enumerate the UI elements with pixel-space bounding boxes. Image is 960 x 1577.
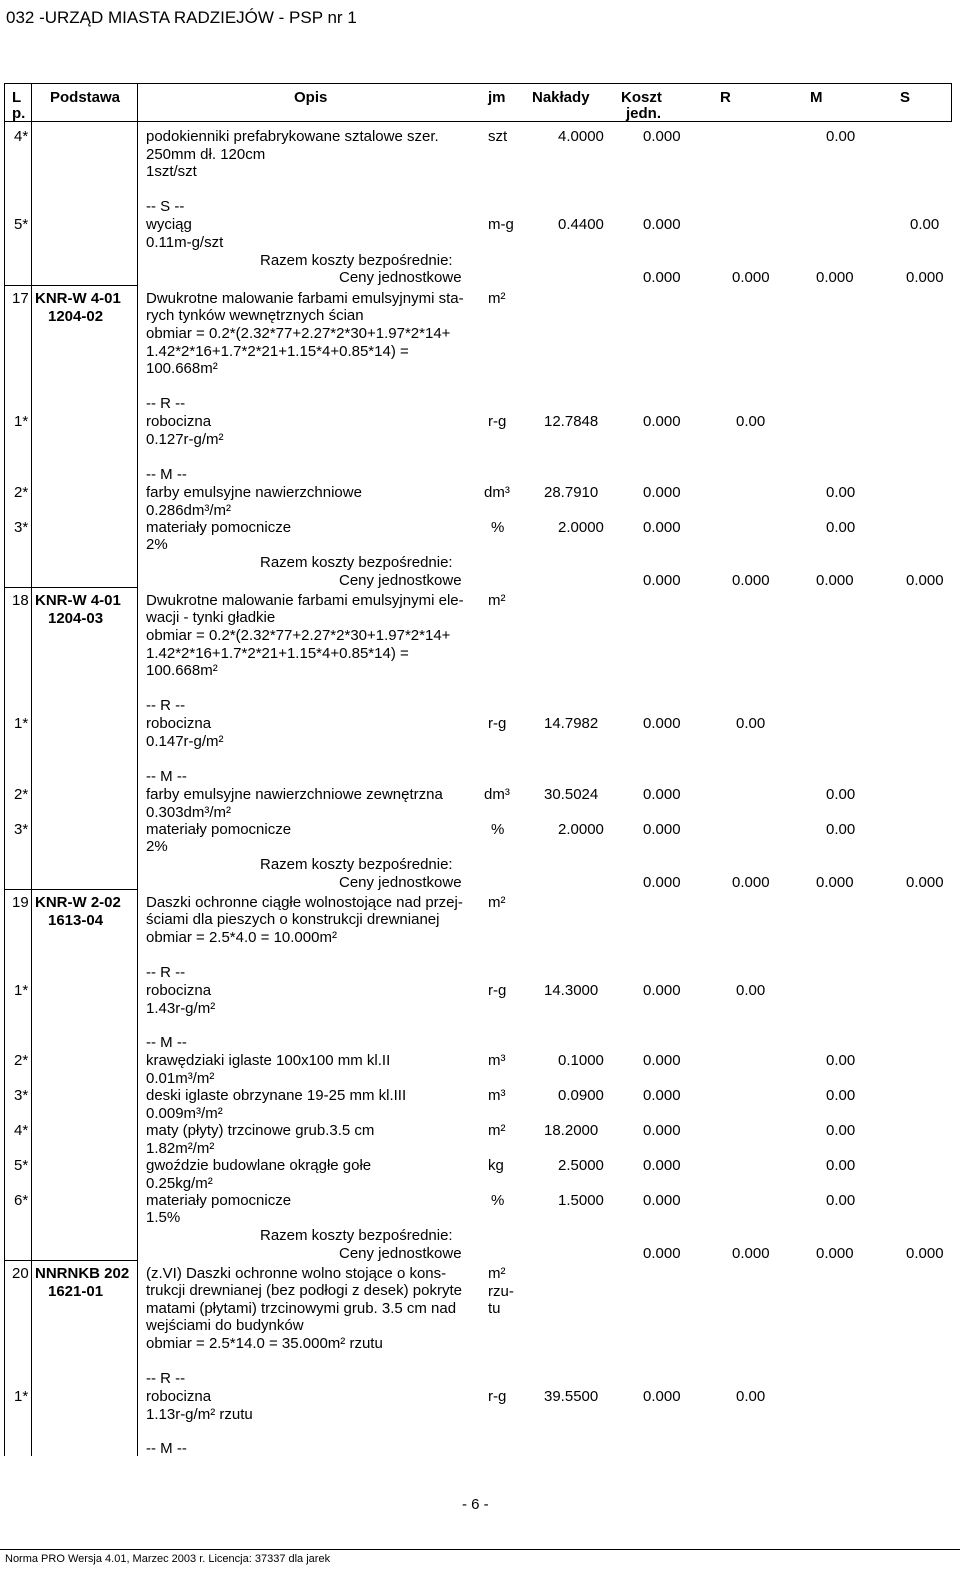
- header-naklady: Nakłady: [532, 89, 590, 106]
- cell-text: 0.000: [643, 982, 681, 999]
- cell-text: 0.000: [906, 874, 944, 891]
- cell-text: 2*: [14, 1052, 29, 1069]
- cell-text: szt: [488, 128, 508, 145]
- cell-text: 0.00: [826, 484, 856, 501]
- cell-text: materiały pomocnicze: [146, 1192, 292, 1209]
- cell-text: 0.000: [643, 1087, 681, 1104]
- footer-rule: [0, 1549, 960, 1550]
- cell-text: obmiar = 0.2*(2.32*77+2.27*2*30+1.97*2*14+: [146, 325, 451, 342]
- cell-text: Ceny jednostkowe: [339, 874, 462, 891]
- cell-text: 0.01m³/m²: [146, 1070, 215, 1087]
- cell-text: 0.000: [643, 1245, 681, 1262]
- cell-text: 0.00: [826, 1052, 856, 1069]
- cell-text: 0.303dm³/m²: [146, 804, 232, 821]
- section-rule-20: [4, 1260, 138, 1261]
- cell-text: m²: [488, 894, 506, 911]
- cell-text: 1.42*2*16+1.7*2*21+1.15*4+0.85*14) =: [146, 645, 409, 662]
- cell-text: 2.0000: [558, 519, 604, 536]
- cell-text: 0.000: [906, 1245, 944, 1262]
- cell-text: 0.009m³/m²: [146, 1105, 223, 1122]
- cell-text: %: [491, 1192, 505, 1209]
- cell-text: 1204-03: [48, 610, 104, 627]
- cell-text: 0.000: [643, 874, 681, 891]
- cell-text: materiały pomocnicze: [146, 821, 292, 838]
- cell-text: 0.00: [910, 216, 940, 233]
- cell-text: 0.000: [643, 1122, 681, 1139]
- cell-text: -- M --: [146, 768, 187, 785]
- cell-text: 0.000: [643, 269, 681, 286]
- cell-text: 1.43r-g/m²: [146, 1000, 216, 1017]
- cell-text: 0.00: [736, 413, 766, 430]
- cell-text: 0.000: [643, 1388, 681, 1405]
- cell-text: %: [491, 519, 505, 536]
- cell-text: 0.000: [906, 572, 944, 589]
- cell-text: 0.000: [816, 269, 854, 286]
- cell-text: 4*: [14, 128, 29, 145]
- cell-text: -- R --: [146, 964, 186, 981]
- cell-text: 0.000: [643, 413, 681, 430]
- cell-text: 19: [12, 894, 29, 911]
- cell-text: dm³: [484, 786, 510, 803]
- cell-text: 0.286dm³/m²: [146, 502, 232, 519]
- cell-text: 5*: [14, 1157, 29, 1174]
- cell-text: Razem koszty bezpośrednie:: [260, 554, 453, 571]
- cell-text: 18.2000: [544, 1122, 599, 1139]
- cell-text: 3*: [14, 519, 29, 536]
- cell-text: Dwukrotne malowanie farbami emulsyjnymi sta-: [146, 290, 464, 307]
- cell-text: m³: [488, 1052, 506, 1069]
- cell-text: Razem koszty bezpośrednie:: [260, 856, 453, 873]
- cell-text: 0.00: [826, 1192, 856, 1209]
- cell-text: 14.7982: [544, 715, 599, 732]
- cell-text: Ceny jednostkowe: [339, 1245, 462, 1262]
- header-m: M: [810, 89, 823, 106]
- cell-text: 0.00: [826, 1157, 856, 1174]
- cell-text: trukcji drewnianej (bez podłogi z desek) pokryte: [146, 1282, 462, 1299]
- cell-text: rych tynków wewnętrznych ścian: [146, 307, 364, 324]
- cell-text: Razem koszty bezpośrednie:: [260, 252, 453, 269]
- cell-text: 4*: [14, 1122, 29, 1139]
- cell-text: 2.0000: [558, 821, 604, 838]
- cell-text: 0.000: [643, 821, 681, 838]
- cell-text: 14.3000: [544, 982, 599, 999]
- cell-text: m²: [488, 592, 506, 609]
- cell-text: matami (płytami) trzcinowymi grub. 3.5 cm nad: [146, 1300, 457, 1317]
- cell-text: 0.000: [643, 216, 681, 233]
- cell-text: 0.000: [643, 1157, 681, 1174]
- cell-text: 0.000: [732, 1245, 770, 1262]
- cell-text: 0.000: [643, 572, 681, 589]
- header-jedn: jedn.: [626, 105, 662, 122]
- footer-license: Norma PRO Wersja 4.01, Marzec 2003 r. Licencja: 37337 dla jarek: [5, 1553, 331, 1565]
- cell-text: KNR-W 4-01: [35, 290, 121, 307]
- cell-text: 5*: [14, 216, 29, 233]
- cell-text: 0.000: [906, 269, 944, 286]
- cell-text: 3*: [14, 821, 29, 838]
- cell-text: -- M --: [146, 1034, 187, 1051]
- cell-text: 100.668m²: [146, 360, 218, 377]
- cell-text: 0.25kg/m²: [146, 1175, 213, 1192]
- section-rule-17: [4, 285, 138, 286]
- header-s: S: [900, 89, 911, 106]
- header-jm: jm: [488, 89, 506, 106]
- section-rule-18: [4, 587, 138, 588]
- cell-text: r-g: [488, 982, 507, 999]
- cell-text: KNR-W 2-02: [35, 894, 121, 911]
- cell-text: krawędziaki iglaste 100x100 mm kl.II: [146, 1052, 391, 1069]
- cell-text: 0.000: [816, 572, 854, 589]
- cell-text: rzu-: [488, 1283, 514, 1300]
- cell-text: 0.00: [736, 982, 766, 999]
- cell-text: 0.4400: [558, 216, 604, 233]
- cell-text: -- M --: [146, 1440, 187, 1457]
- cell-text: 2%: [146, 536, 168, 553]
- cell-text: Ceny jednostkowe: [339, 572, 462, 589]
- cell-text: 1*: [14, 715, 29, 732]
- cell-text: dm³: [484, 484, 510, 501]
- cell-text: 0.00: [736, 715, 766, 732]
- cell-text: 0.00: [826, 1087, 856, 1104]
- cell-text: wejściami do budynków: [146, 1317, 304, 1334]
- cell-text: 0.000: [643, 519, 681, 536]
- cell-text: 1.13r-g/m² rzutu: [146, 1406, 253, 1423]
- cell-text: 4.0000: [558, 128, 604, 145]
- cell-text: deski iglaste obrzynane 19-25 mm kl.III: [146, 1087, 407, 1104]
- cell-text: tu: [488, 1300, 501, 1317]
- cell-text: 0.000: [643, 1192, 681, 1209]
- cell-text: r-g: [488, 1388, 507, 1405]
- col-rule-lp: [31, 83, 32, 1456]
- cell-text: 1.42*2*16+1.7*2*21+1.15*4+0.85*14) =: [146, 343, 409, 360]
- cell-text: obmiar = 0.2*(2.32*77+2.27*2*30+1.97*2*14+: [146, 627, 451, 644]
- cell-text: 0.1000: [558, 1052, 604, 1069]
- page-number: - 6 -: [462, 1496, 489, 1513]
- cell-text: 0.000: [732, 269, 770, 286]
- cell-text: (z.VI) Daszki ochronne wolno stojące o kons-: [146, 1265, 447, 1282]
- cell-text: Razem koszty bezpośrednie:: [260, 1227, 453, 1244]
- cell-text: r-g: [488, 413, 507, 430]
- cell-text: 20: [12, 1265, 29, 1282]
- cell-text: 2*: [14, 786, 29, 803]
- cell-text: obmiar = 2.5*4.0 = 10.000m²: [146, 929, 337, 946]
- cell-text: 2.5000: [558, 1157, 604, 1174]
- cell-text: 0.000: [643, 484, 681, 501]
- cell-text: -- R --: [146, 697, 186, 714]
- cell-text: 1*: [14, 982, 29, 999]
- cell-text: farby emulsyjne nawierzchniowe zewnętrzna: [146, 786, 443, 803]
- cell-text: 30.5024: [544, 786, 599, 803]
- cell-text: 0.11m-g/szt: [146, 234, 224, 251]
- cell-text: r-g: [488, 715, 507, 732]
- cell-text: 0.127r-g/m²: [146, 431, 224, 448]
- document-title: 032 -URZĄD MIASTA RADZIEJÓW - PSP nr 1: [6, 8, 357, 27]
- cell-text: 0.00: [826, 519, 856, 536]
- header-opis: Opis: [294, 89, 328, 106]
- cell-text: Dwukrotne malowanie farbami emulsyjnymi ele-: [146, 592, 464, 609]
- cell-text: 1szt/szt: [146, 163, 197, 180]
- cell-text: maty (płyty) trzcinowe grub.3.5 cm: [146, 1122, 375, 1139]
- cell-text: 1.5000: [558, 1192, 604, 1209]
- cell-text: 1*: [14, 1388, 29, 1405]
- cell-text: m²: [488, 290, 506, 307]
- cell-text: 0.000: [643, 715, 681, 732]
- cell-text: robocizna: [146, 413, 212, 430]
- cell-text: 6*: [14, 1192, 29, 1209]
- header-lp-2: p.: [12, 105, 26, 122]
- cell-text: 17: [12, 290, 29, 307]
- header-bottom-rule: [4, 121, 952, 122]
- cell-text: farby emulsyjne nawierzchniowe: [146, 484, 362, 501]
- cell-text: 0.00: [826, 128, 856, 145]
- cell-text: KNR-W 4-01: [35, 592, 121, 609]
- cell-text: 28.7910: [544, 484, 599, 501]
- cell-text: 250mm dł. 120cm: [146, 146, 266, 163]
- cell-text: 0.147r-g/m²: [146, 733, 224, 750]
- cell-text: 1204-02: [48, 308, 104, 325]
- cell-text: podokienniki prefabrykowane sztalowe szer.: [146, 128, 439, 145]
- cell-text: -- R --: [146, 1370, 186, 1387]
- cell-text: 12.7848: [544, 413, 599, 430]
- cell-text: Daszki ochronne ciągłe wolnostojące nad przej-: [146, 894, 463, 911]
- cell-text: 0.000: [643, 1052, 681, 1069]
- cell-text: m²: [488, 1122, 506, 1139]
- cell-text: 0.00: [736, 1388, 766, 1405]
- cell-text: 1.82m²/m²: [146, 1140, 215, 1157]
- cell-text: 0.0900: [558, 1087, 604, 1104]
- cell-text: Ceny jednostkowe: [339, 269, 462, 286]
- cell-text: 0.000: [732, 874, 770, 891]
- cell-text: 0.00: [826, 821, 856, 838]
- cell-text: -- S --: [146, 198, 185, 215]
- cell-text: gwoździe budowlane okrągłe gołe: [146, 1157, 372, 1174]
- cell-text: 0.000: [732, 572, 770, 589]
- cell-text: 0.000: [643, 786, 681, 803]
- table-right-rule: [951, 83, 952, 122]
- cell-text: robocizna: [146, 715, 212, 732]
- cell-text: -- R --: [146, 395, 186, 412]
- cell-text: wacji - tynki gładkie: [146, 609, 276, 626]
- cell-text: ściami dla pieszych o konstrukcji drewnianej: [146, 911, 440, 928]
- cell-text: 0.000: [816, 1245, 854, 1262]
- cell-text: m²: [488, 1265, 506, 1282]
- section-rule-19: [4, 889, 138, 890]
- cell-text: 0.00: [826, 786, 856, 803]
- cell-text: 1.5%: [146, 1209, 181, 1226]
- cell-text: robocizna: [146, 1388, 212, 1405]
- cell-text: 3*: [14, 1087, 29, 1104]
- cell-text: 1*: [14, 413, 29, 430]
- cell-text: NNRNKB 202: [35, 1265, 130, 1282]
- cell-text: 1621-01: [48, 1283, 104, 1300]
- cell-text: 2*: [14, 484, 29, 501]
- cell-text: 18: [12, 592, 29, 609]
- cell-text: kg: [488, 1157, 504, 1174]
- header-r: R: [720, 89, 731, 106]
- header-podstawa: Podstawa: [50, 89, 121, 106]
- cell-text: wyciąg: [146, 216, 192, 233]
- cell-text: 39.5500: [544, 1388, 599, 1405]
- header-top-rule: [4, 83, 952, 84]
- cell-text: 0.000: [643, 128, 681, 145]
- cell-text: 100.668m²: [146, 662, 218, 679]
- cell-text: 0.000: [816, 874, 854, 891]
- cell-text: materiały pomocnicze: [146, 519, 292, 536]
- header-koszt: Koszt: [621, 89, 662, 106]
- header-lp-1: L: [12, 89, 22, 106]
- cell-text: m³: [488, 1087, 506, 1104]
- cell-text: m-g: [488, 216, 514, 233]
- cell-text: 0.00: [826, 1122, 856, 1139]
- cell-text: -- M --: [146, 466, 187, 483]
- col-rule-podstawa: [137, 83, 138, 1456]
- cell-text: %: [491, 821, 505, 838]
- cell-text: 1613-04: [48, 912, 104, 929]
- cell-text: robocizna: [146, 982, 212, 999]
- cell-text: obmiar = 2.5*14.0 = 35.000m² rzutu: [146, 1335, 383, 1352]
- table-left-rule: [4, 83, 5, 1456]
- cell-text: 2%: [146, 838, 168, 855]
